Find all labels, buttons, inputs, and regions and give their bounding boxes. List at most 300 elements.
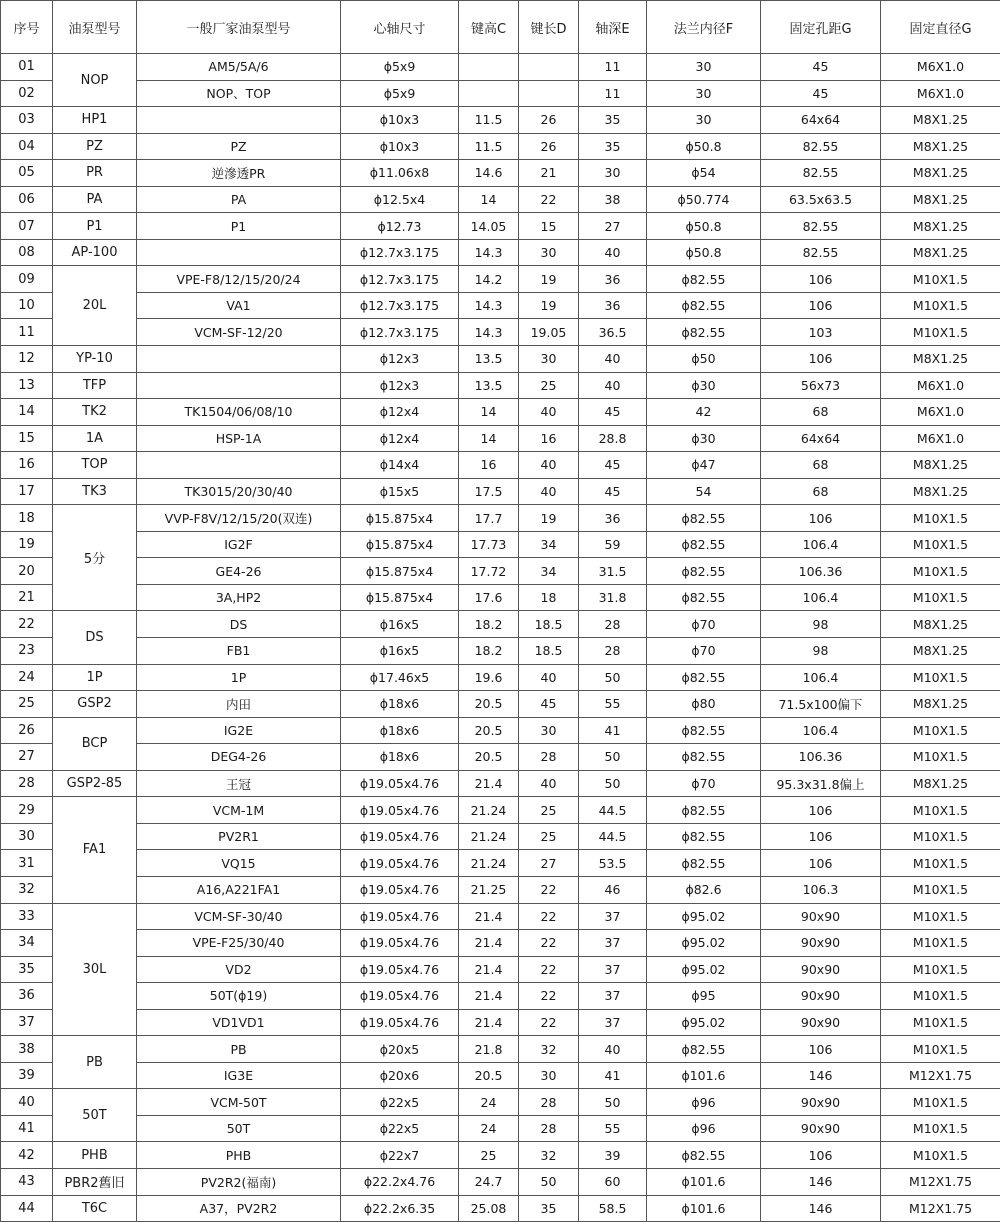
key-length: 40 <box>519 399 579 426</box>
key-length: 21 <box>519 160 579 187</box>
mount-hole-pitch: 45 <box>761 80 881 107</box>
shaft-depth: 50 <box>579 664 647 691</box>
mount-hole-pitch: 95.3x31.8偏上 <box>761 770 881 797</box>
mount-dia: M8X1.25 <box>881 213 1000 240</box>
flange-inner-dia: ϕ82.55 <box>647 319 761 346</box>
shaft-depth: 40 <box>579 372 647 399</box>
shaft-depth: 36.5 <box>579 319 647 346</box>
generic-model <box>137 346 341 373</box>
generic-model: TK1504/06/08/10 <box>137 399 341 426</box>
pump-model: P1 <box>53 213 137 240</box>
shaft-depth: 45 <box>579 478 647 505</box>
key-length: 18.5 <box>519 611 579 638</box>
generic-model: 逆滲透PR <box>137 160 341 187</box>
flange-inner-dia: ϕ50.8 <box>647 213 761 240</box>
generic-model: VPE-F25/30/40 <box>137 930 341 957</box>
shaft-size: ϕ16x5 <box>341 638 459 665</box>
shaft-size: ϕ16x5 <box>341 611 459 638</box>
table-row <box>1 930 1000 957</box>
row-number: 05 <box>1 160 53 187</box>
mount-hole-pitch: 106 <box>761 1142 881 1169</box>
mount-hole-pitch: 63.5x63.5 <box>761 186 881 213</box>
key-length: 26 <box>519 133 579 160</box>
shaft-depth: 50 <box>579 770 647 797</box>
row-number: 13 <box>1 372 53 399</box>
pump-model: NOP <box>53 54 137 107</box>
flange-inner-dia: ϕ82.55 <box>647 558 761 585</box>
col-header-shaft-size: 心轴尺寸 <box>341 1 459 54</box>
key-height: 21.4 <box>459 770 519 797</box>
table-row <box>1 319 1000 346</box>
mount-dia: M10X1.5 <box>881 930 1000 957</box>
key-height: 17.5 <box>459 478 519 505</box>
flange-inner-dia: ϕ82.55 <box>647 717 761 744</box>
pump-model: 30L <box>53 903 137 1036</box>
row-number: 38 <box>1 1036 53 1063</box>
flange-inner-dia: ϕ95.02 <box>647 1009 761 1036</box>
generic-model: 50T <box>137 1115 341 1142</box>
key-length: 30 <box>519 717 579 744</box>
generic-model: VD1VD1 <box>137 1009 341 1036</box>
shaft-size: ϕ12.7x3.175 <box>341 292 459 319</box>
key-height: 13.5 <box>459 372 519 399</box>
key-height: 18.2 <box>459 638 519 665</box>
mount-dia: M10X1.5 <box>881 717 1000 744</box>
key-length: 40 <box>519 770 579 797</box>
key-height: 14 <box>459 399 519 426</box>
row-number: 04 <box>1 133 53 160</box>
key-length: 25 <box>519 823 579 850</box>
pump-model: DS <box>53 611 137 664</box>
mount-hole-pitch: 90x90 <box>761 1009 881 1036</box>
mount-dia: M10X1.5 <box>881 558 1000 585</box>
key-length: 40 <box>519 478 579 505</box>
shaft-depth: 30 <box>579 160 647 187</box>
row-number: 25 <box>1 691 53 718</box>
key-height: 21.4 <box>459 956 519 983</box>
key-height: 11.5 <box>459 107 519 134</box>
table-row <box>1 452 1000 479</box>
mount-dia: M12X1.75 <box>881 1195 1000 1222</box>
generic-model: GE4-26 <box>137 558 341 585</box>
mount-hole-pitch: 82.55 <box>761 160 881 187</box>
key-height: 25 <box>459 1142 519 1169</box>
shaft-depth: 37 <box>579 1009 647 1036</box>
row-number: 21 <box>1 584 53 611</box>
shaft-size: ϕ17.46x5 <box>341 664 459 691</box>
key-height: 24 <box>459 1089 519 1116</box>
col-header-generic-model: 一般厂家油泵型号 <box>137 1 341 54</box>
shaft-size: ϕ19.05x4.76 <box>341 903 459 930</box>
generic-model: VQ15 <box>137 850 341 877</box>
key-height: 21.8 <box>459 1036 519 1063</box>
generic-model: 1P <box>137 664 341 691</box>
shaft-size: ϕ15.875x4 <box>341 584 459 611</box>
generic-model: IG2F <box>137 531 341 558</box>
flange-inner-dia: ϕ95.02 <box>647 903 761 930</box>
mount-hole-pitch: 64x64 <box>761 425 881 452</box>
row-number: 06 <box>1 186 53 213</box>
key-height: 17.72 <box>459 558 519 585</box>
row-number: 36 <box>1 983 53 1010</box>
shaft-size: ϕ14x4 <box>341 452 459 479</box>
pump-model: AP-100 <box>53 239 137 266</box>
col-header-shaft-depth: 轴深E <box>579 1 647 54</box>
row-number: 26 <box>1 717 53 744</box>
key-length: 34 <box>519 531 579 558</box>
row-number: 27 <box>1 744 53 771</box>
mount-dia: M10X1.5 <box>881 797 1000 824</box>
table-row <box>1 186 1000 213</box>
key-length: 50 <box>519 1168 579 1195</box>
key-length: 22 <box>519 903 579 930</box>
key-length: 22 <box>519 930 579 957</box>
generic-model: VD2 <box>137 956 341 983</box>
mount-hole-pitch: 106.4 <box>761 584 881 611</box>
mount-hole-pitch: 71.5x100偏下 <box>761 691 881 718</box>
shaft-size: ϕ11.06x8 <box>341 160 459 187</box>
shaft-depth: 36 <box>579 505 647 532</box>
row-number: 09 <box>1 266 53 293</box>
mount-hole-pitch: 82.55 <box>761 239 881 266</box>
table-row <box>1 558 1000 585</box>
shaft-depth: 46 <box>579 876 647 903</box>
flange-inner-dia: ϕ82.55 <box>647 584 761 611</box>
mount-dia: M10X1.5 <box>881 319 1000 346</box>
table-row <box>1 425 1000 452</box>
table-row <box>1 1195 1000 1222</box>
row-number: 34 <box>1 930 53 957</box>
generic-model: FB1 <box>137 638 341 665</box>
table-row <box>1 1036 1000 1063</box>
table-row <box>1 213 1000 240</box>
row-number: 35 <box>1 956 53 983</box>
table-row <box>1 691 1000 718</box>
key-length: 22 <box>519 186 579 213</box>
row-number: 07 <box>1 213 53 240</box>
shaft-depth: 31.5 <box>579 558 647 585</box>
generic-model: VCM-SF-12/20 <box>137 319 341 346</box>
flange-inner-dia: ϕ82.55 <box>647 744 761 771</box>
mount-hole-pitch: 103 <box>761 319 881 346</box>
table-body <box>1 54 1000 1222</box>
row-number: 32 <box>1 876 53 903</box>
pump-model: PBR2舊旧 <box>53 1168 137 1195</box>
shaft-size: ϕ10x3 <box>341 107 459 134</box>
mount-dia: M8X1.25 <box>881 638 1000 665</box>
mount-hole-pitch: 90x90 <box>761 1089 881 1116</box>
table-row <box>1 797 1000 824</box>
key-length: 22 <box>519 876 579 903</box>
key-height: 17.73 <box>459 531 519 558</box>
shaft-size: ϕ19.05x4.76 <box>341 876 459 903</box>
flange-inner-dia: ϕ82.55 <box>647 531 761 558</box>
generic-model: 王冠 <box>137 770 341 797</box>
key-height: 21.4 <box>459 983 519 1010</box>
mount-hole-pitch: 98 <box>761 638 881 665</box>
row-number: 39 <box>1 1062 53 1089</box>
mount-dia: M10X1.5 <box>881 744 1000 771</box>
key-length: 19.05 <box>519 319 579 346</box>
mount-dia: M6X1.0 <box>881 80 1000 107</box>
generic-model: 3A,HP2 <box>137 584 341 611</box>
key-height: 17.6 <box>459 584 519 611</box>
shaft-depth: 28 <box>579 638 647 665</box>
mount-hole-pitch: 98 <box>761 611 881 638</box>
mount-hole-pitch: 68 <box>761 399 881 426</box>
shaft-depth: 60 <box>579 1168 647 1195</box>
key-length: 27 <box>519 850 579 877</box>
table-row <box>1 584 1000 611</box>
shaft-depth: 44.5 <box>579 823 647 850</box>
generic-model: 内田 <box>137 691 341 718</box>
key-height: 21.4 <box>459 930 519 957</box>
generic-model: PV2R2(福南) <box>137 1168 341 1195</box>
shaft-size: ϕ20x5 <box>341 1036 459 1063</box>
key-height: 24 <box>459 1115 519 1142</box>
mount-hole-pitch: 90x90 <box>761 956 881 983</box>
mount-dia: M8X1.25 <box>881 691 1000 718</box>
shaft-size: ϕ12.7x3.175 <box>341 319 459 346</box>
row-number: 19 <box>1 531 53 558</box>
key-height: 21.24 <box>459 823 519 850</box>
flange-inner-dia: ϕ50.8 <box>647 133 761 160</box>
col-header-mount-hole-pitch: 固定孔距G <box>761 1 881 54</box>
shaft-depth: 35 <box>579 133 647 160</box>
key-height: 24.7 <box>459 1168 519 1195</box>
mount-dia: M10X1.5 <box>881 292 1000 319</box>
key-length: 40 <box>519 664 579 691</box>
mount-hole-pitch: 106.4 <box>761 717 881 744</box>
generic-model: PB <box>137 1036 341 1063</box>
mount-hole-pitch: 106 <box>761 797 881 824</box>
key-height: 25.08 <box>459 1195 519 1222</box>
mount-dia: M10X1.5 <box>881 823 1000 850</box>
mount-dia: M8X1.25 <box>881 186 1000 213</box>
mount-hole-pitch: 90x90 <box>761 903 881 930</box>
pump-model: TFP <box>53 372 137 399</box>
shaft-size: ϕ19.05x4.76 <box>341 797 459 824</box>
key-length: 25 <box>519 372 579 399</box>
mount-dia: M6X1.0 <box>881 54 1000 81</box>
row-number: 44 <box>1 1195 53 1222</box>
mount-hole-pitch: 146 <box>761 1062 881 1089</box>
generic-model: VCM-SF-30/40 <box>137 903 341 930</box>
mount-dia: M10X1.5 <box>881 531 1000 558</box>
key-height: 21.4 <box>459 1009 519 1036</box>
flange-inner-dia: ϕ70 <box>647 770 761 797</box>
mount-hole-pitch: 106 <box>761 292 881 319</box>
mount-dia: M6X1.0 <box>881 425 1000 452</box>
table-row <box>1 133 1000 160</box>
key-length: 25 <box>519 797 579 824</box>
table-row <box>1 1142 1000 1169</box>
row-number: 29 <box>1 797 53 824</box>
key-length: 30 <box>519 346 579 373</box>
mount-dia: M8X1.25 <box>881 160 1000 187</box>
key-length: 22 <box>519 1009 579 1036</box>
table-row <box>1 478 1000 505</box>
row-number: 12 <box>1 346 53 373</box>
flange-inner-dia: ϕ82.55 <box>647 292 761 319</box>
key-height: 16 <box>459 452 519 479</box>
pump-model: 20L <box>53 266 137 346</box>
generic-model: VA1 <box>137 292 341 319</box>
shaft-size: ϕ18x6 <box>341 717 459 744</box>
shaft-depth: 59 <box>579 531 647 558</box>
shaft-depth: 45 <box>579 399 647 426</box>
key-length: 22 <box>519 983 579 1010</box>
generic-model <box>137 107 341 134</box>
shaft-size: ϕ22.2x6.35 <box>341 1195 459 1222</box>
mount-dia: M12X1.75 <box>881 1062 1000 1089</box>
mount-hole-pitch: 106 <box>761 505 881 532</box>
mount-dia: M10X1.5 <box>881 1089 1000 1116</box>
generic-model: IG2E <box>137 717 341 744</box>
shaft-depth: 36 <box>579 266 647 293</box>
row-number: 41 <box>1 1115 53 1142</box>
table-row <box>1 1009 1000 1036</box>
row-number: 24 <box>1 664 53 691</box>
key-length <box>519 54 579 81</box>
shaft-size: ϕ22.2x4.76 <box>341 1168 459 1195</box>
col-header-flange-inner-dia: 法兰内径F <box>647 1 761 54</box>
flange-inner-dia: ϕ95 <box>647 983 761 1010</box>
generic-model: PV2R1 <box>137 823 341 850</box>
mount-hole-pitch: 90x90 <box>761 983 881 1010</box>
row-number: 11 <box>1 319 53 346</box>
flange-inner-dia: ϕ82.55 <box>647 823 761 850</box>
shaft-size: ϕ12.7x3.175 <box>341 239 459 266</box>
table-row <box>1 1062 1000 1089</box>
flange-inner-dia: 42 <box>647 399 761 426</box>
table-row <box>1 1168 1000 1195</box>
generic-model <box>137 452 341 479</box>
pump-model: TK2 <box>53 399 137 426</box>
key-height: 20.5 <box>459 1062 519 1089</box>
shaft-size: ϕ15.875x4 <box>341 558 459 585</box>
key-length: 28 <box>519 744 579 771</box>
pump-model: 50T <box>53 1089 137 1142</box>
row-number: 02 <box>1 80 53 107</box>
table-row <box>1 611 1000 638</box>
key-length: 45 <box>519 691 579 718</box>
row-number: 08 <box>1 239 53 266</box>
mount-hole-pitch: 45 <box>761 54 881 81</box>
shaft-depth: 28 <box>579 611 647 638</box>
mount-hole-pitch: 106 <box>761 266 881 293</box>
table-header <box>1 1 1000 54</box>
pump-model: GSP2-85 <box>53 770 137 797</box>
key-height <box>459 80 519 107</box>
key-length: 22 <box>519 956 579 983</box>
shaft-depth: 58.5 <box>579 1195 647 1222</box>
shaft-size: ϕ19.05x4.76 <box>341 823 459 850</box>
mount-dia: M8X1.25 <box>881 107 1000 134</box>
generic-model: AM5/5A/6 <box>137 54 341 81</box>
flange-inner-dia: 54 <box>647 478 761 505</box>
table-row <box>1 239 1000 266</box>
shaft-depth: 31.8 <box>579 584 647 611</box>
key-length: 28 <box>519 1115 579 1142</box>
shaft-size: ϕ5x9 <box>341 54 459 81</box>
mount-hole-pitch: 106.36 <box>761 744 881 771</box>
pump-model: PR <box>53 160 137 187</box>
row-number: 18 <box>1 505 53 532</box>
shaft-depth: 37 <box>579 903 647 930</box>
flange-inner-dia: ϕ70 <box>647 611 761 638</box>
mount-dia: M6X1.0 <box>881 399 1000 426</box>
generic-model: IG3E <box>137 1062 341 1089</box>
key-length: 18 <box>519 584 579 611</box>
shaft-size: ϕ5x9 <box>341 80 459 107</box>
generic-model: VPE-F8/12/15/20/24 <box>137 266 341 293</box>
pump-model: 1P <box>53 664 137 691</box>
flange-inner-dia: ϕ54 <box>647 160 761 187</box>
key-length: 35 <box>519 1195 579 1222</box>
mount-dia: M8X1.25 <box>881 452 1000 479</box>
generic-model: P1 <box>137 213 341 240</box>
shaft-depth: 45 <box>579 452 647 479</box>
generic-model: A16,A221FA1 <box>137 876 341 903</box>
key-length: 30 <box>519 239 579 266</box>
shaft-depth: 37 <box>579 930 647 957</box>
key-height: 18.2 <box>459 611 519 638</box>
shaft-size: ϕ15x5 <box>341 478 459 505</box>
generic-model: NOP、TOP <box>137 80 341 107</box>
table-row <box>1 983 1000 1010</box>
shaft-depth: 37 <box>579 956 647 983</box>
shaft-size: ϕ22x5 <box>341 1089 459 1116</box>
mount-hole-pitch: 146 <box>761 1195 881 1222</box>
pump-model: 5分 <box>53 505 137 611</box>
key-height: 14 <box>459 425 519 452</box>
shaft-size: ϕ22x7 <box>341 1142 459 1169</box>
col-header-key-length: 键长D <box>519 1 579 54</box>
key-length: 32 <box>519 1036 579 1063</box>
shaft-depth: 55 <box>579 691 647 718</box>
pump-model: BCP <box>53 717 137 770</box>
mount-dia: M10X1.5 <box>881 903 1000 930</box>
key-length: 28 <box>519 1089 579 1116</box>
generic-model: PA <box>137 186 341 213</box>
row-number: 43 <box>1 1168 53 1195</box>
mount-dia: M8X1.25 <box>881 478 1000 505</box>
table-row <box>1 54 1000 81</box>
shaft-size: ϕ19.05x4.76 <box>341 956 459 983</box>
mount-hole-pitch: 90x90 <box>761 930 881 957</box>
mount-hole-pitch: 68 <box>761 452 881 479</box>
table-row <box>1 266 1000 293</box>
table-row <box>1 531 1000 558</box>
shaft-size: ϕ19.05x4.76 <box>341 1009 459 1036</box>
pump-model: HP1 <box>53 107 137 134</box>
shaft-size: ϕ19.05x4.76 <box>341 770 459 797</box>
pump-model: TK3 <box>53 478 137 505</box>
shaft-depth: 50 <box>579 1089 647 1116</box>
generic-model: VVP-F8V/12/15/20(双连) <box>137 505 341 532</box>
flange-inner-dia: ϕ101.6 <box>647 1062 761 1089</box>
shaft-depth: 40 <box>579 239 647 266</box>
generic-model <box>137 239 341 266</box>
mount-dia: M10X1.5 <box>881 584 1000 611</box>
pump-model: PHB <box>53 1142 137 1169</box>
mount-hole-pitch: 106.4 <box>761 531 881 558</box>
flange-inner-dia: ϕ82.55 <box>647 850 761 877</box>
mount-hole-pitch: 106 <box>761 1036 881 1063</box>
mount-dia: M8X1.25 <box>881 611 1000 638</box>
col-header-mount-dia: 固定直径G <box>881 1 1000 54</box>
